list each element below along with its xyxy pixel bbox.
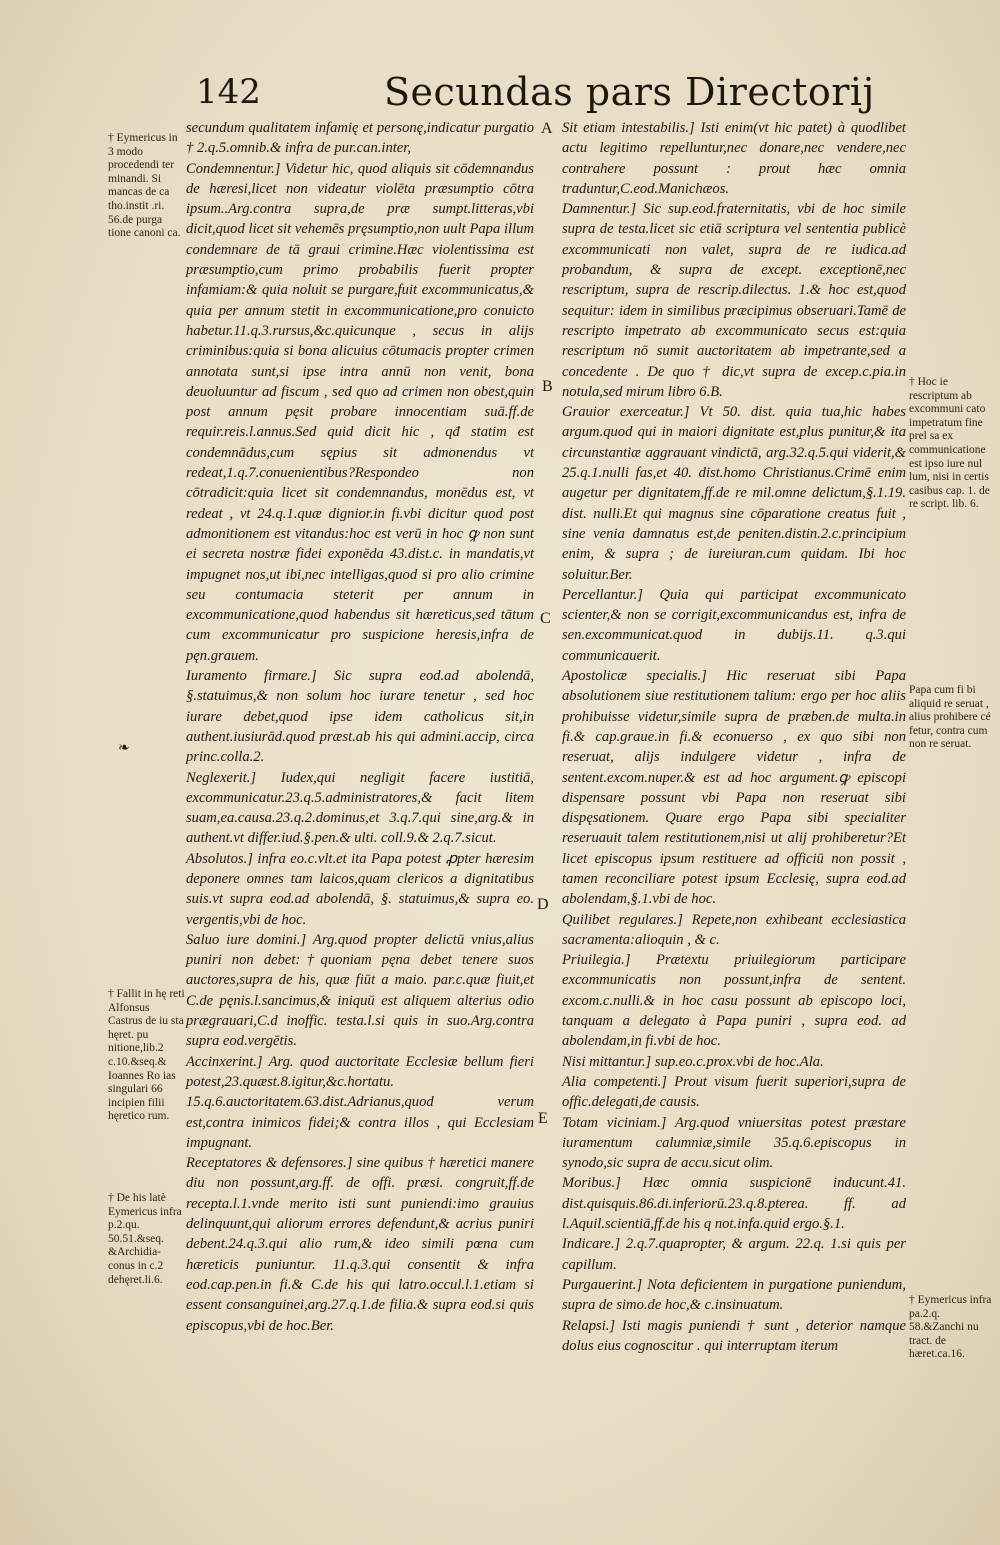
paragraph: Grauior exerceatur.] Vt 50. dist. quia tua,hic habes argum.quod qui in maiori dignitate est,plus punitur,& ita circunstantiæ aggrauant vindictā, arg.32.q.5.qui viderit,& 25.q.1.nulli fas,et 40. dist.homo Christianus.Crimē enim augetur per dignitatem,ff.de re mil.omne delictum,§.1.19. dist. nulli.Et qui magnus sine cōparatione creatus fuit , sine venia damnatus est,de peniten.distin.2.c.principium enim, & supra ; de iureiuran.cum quidam. Ibi hoc soluitur.Ber. [562,404,906,583]
margin-note-left-3: † De his latè Eymericus infra p.2.qu. 50.51.&seq. &Archidia- conus in c.2 dehęret.li.6. [108,1192,182,1286]
paragraph: Purgauerint.] Nota deficientem in purgatione puniendum, supra de simo.de hoc,& c.insinuatum. [562,1276,906,1314]
paragraph: Relapsi.] Isti magis puniendi † sunt , deterior namque dolus eius cognoscitur . qui interruptam iterum [562,1317,906,1354]
paragraph: Condemnentur.] Videtur hic, quod aliquis sit cōdemnandus de hæresi,licet non videatur violēta præsumptio cōtra ipsum..Arg.contra supra,de præ sumpt.litteras,vbi dicit,quod licet sit vehemēs pręsumptio,non uult Papa illum condemnare de tā graui crimine.Hæc violentissima est præsumptio,cum primo probabilis fuerit propter infamiam:& quia noluit se purgare,fuit excommunicatus,& quia per annum stetit in excommunicatione,pro conuicto habetur.11.q.3.rursus,&c.quicunque , secus in alijs criminibus:quia si bona alicuius cōtumacis propter crimen annotata sunt,si ipse intra annū non venit, bona deuoluuntur ad fiscum , sed quo ad crimen non obest,quin post annum pęsit probare innocentiam suā.ff.de requir.reis.l.annus.Sed quid dicit hic , qđ statim est condemnādus,cum sępius sit admonendus vt redeat,1.q.7.conuenientibus?Respondeo non cōtradicit:quia licet sit condemnandus, monēdus est, vt redeat , vt 24.q.1.quæ dignior.in fi.vbi dicitur quod post admonitionem est vitandus:hoc est verū in hoc ꝙ non sunt ei secreta nostræ fidei exponēda 43.dist.c. in mandatis,vt impugnet nos,ut ibi,nec intelligas,quod si pro alio crimine seu contumacia steterit per annum in excommunicatione,quod habendus sit hæreticus,sed tātum cum excommunicatur pro suspicione heresis,infra de pęn.grauem. [186,160,534,664]
left-text-column [186,118,534,1336]
right-text-column [562,118,906,1356]
paragraph: Accinxerint.] Arg. quod auctoritate Ecclesiæ bellum fieri potest,23.quæst.8.igitur,&c.hortatu. 15.q.6.auctoritatem.63.dist.Adrianus,quod verum est,contra inimicos fidei;& contra illos , qui Ecclesiam impugnant. [186,1053,534,1151]
page-header [0,66,1000,126]
section-letter-d: D [537,896,549,913]
margin-note-right-1: † Hoc ie rescriptum ab excommuni cato impetratum fine prel sa ex communicatione est ipso iure nul lum, nisi in certis casibus cap. 1. de re script. lib. 6. [909,376,990,511]
paragraph: secundum qualitatem infamię et personę,indicatur purgatio † 2.q.5.omnib.& infra de pur.can.inter, [186,120,534,157]
running-head: Secundas pars Directorij [384,70,875,114]
margin-note-right-3: † Eymericus infra pa.2.q. 58.&Zanchi nu tract. de hæret.ca.16. [909,1294,992,1361]
paragraph: Totam viciniam.] Arg.quod vniuersitas potest præstare iuramentum calumniæ,simile 35.q.6.episcopus in synodo,sic supra de accu.sicut olim. [562,1114,906,1172]
paragraph: Indicare.] 2.q.7.quapropter, & argum. 22.q. 1.si quis per capillum. [562,1236,906,1273]
paragraph: Alia competenti.] Prout visum fuerit superiori,supra de offic.delegati,de causis. [562,1073,906,1111]
section-letter-e: E [538,1110,548,1127]
section-letter-a: A [541,120,553,137]
paragraph: Quilibet regulares.] Repete,non exhibeant ecclesiastica sacramenta:alioquin , & c. [562,911,906,948]
page-number: 142 [196,72,261,112]
paragraph: Absolutos.] infra eo.c.vlt.et ita Papa potest ꝓpter hæresim deponere omnes tam laicos,quam clericos a dignitatibus suis.vt supra eod.ad abolendā, §. statuimus,& supra eo. vergentis,vbi de hoc. [186,850,534,928]
paragraph: Percellantur.] Quia qui participat excommunicato scienter,& non se corrigit,excommunicandus est, infra de sen.excommunicat.quod in dubijs.11. q.3.qui communicauerit. [562,586,906,664]
fleuron-ornament: ❧ [118,740,130,756]
section-letter-b: B [542,378,553,395]
margin-note-left-1: † Eymericus in 3 modo procedendi ter minandi. Si mancas de ca tho.instit .ri. 56.de purga tione canoni ca. [108,132,181,240]
paragraph: Priuilegia.] Prætextu priuilegiorum participare excommunicatis non possunt,infra de sentent. excom.c.nulli.& in hoc casu possunt ab episcopo loci, tanquam a delegato à Papa puniri , supra eod. ad abolendam,in fi.vbi de hoc. [562,952,906,1050]
section-letter-c: C [540,610,551,627]
paragraph: Receptatores & defensores.] sine quibus † hæretici manere diu non possunt,arg.ff. de offi. præsi. congruit,ff.de recepta.l.1.vnde merito isti sunt puniendi:imo grauius delinquunt,qui aliorum errores defendunt,& acrius puniri debent.24.q.3.qui alio rum,& ideo simili pœna cum hæreticis puniuntur. 11.q.3.qui consentit & infra eod.cap.pen.in fi.& C.de his qui latro.occul.l.1.etiam si essent consanguinei,arg.27.q.1.de filia.& supra eod.si quis episcopus,vbi de hoc.Ber. [186,1155,534,1334]
paragraph: Sit etiam intestabilis.] Isti enim(vt hic patet) à quodlibet actu legitimo repelluntur,nec donare,nec vendere,nec contrahere possunt : prout hæc omnia traduntur,C.eod.Manichæos. [562,120,906,197]
margin-note-right-2: Papa cum fi bi aliquid re seruat , alius prohibere cé fetur, contra cum non re seruat. [909,684,991,751]
paragraph: Damnentur.] Sic sup.eod.fraternitatis, vbi de hoc simile supra de testa.licet sic etiā scriptura vel sententia publicè excommunicati non valet, supra de re iudica.ad probandum, & supra de except. exceptionē,nec rescriptum, supra de rescrip.dilectus. 1.& hoc est,quod sequitur: idem in similibus præcipimus obseruari.Tamē de rescripto impetrato ab excommunicato secus est:quia rescriptum nō sumit auctoritatem ab impetrante,sed a concedente . De quo † dic,vt supra de excep.c.pia.in notula,sed mirum libro 6.B. [562,201,906,400]
paragraph: Neglexerit.] Iudex,qui negligit facere iustitiā, excommunicatur.23.q.5.administratores,& facit litem suam,ea.causa.23.q.2.dominus,et 3.q.7.qui sine,arg.& in authent.vt differ.iud.§.pen.& ulti. coll.9.& 2.q.7.sicut. [186,769,534,847]
margin-note-left-2: † Fallit in hę reti Alfonsus Castrus de iu sta hęret. pu nitione,lib.2 c.10.&seq.& Ioannes Ro ias singulari 66 incipien filii hęretico rum. [108,988,185,1123]
paragraph: Nisi mittantur.] sup.eo.c.prox.vbi de hoc.Ala. [562,1053,824,1070]
paragraph: Moribus.] Hæc omnia suspicionē inducunt.41. dist.quisquis.86.di.inferiorū.23.q.8.pterea. ff. ad l.Aquil.scientiā,ff.de his q not.infa.quid ergo.§.1. [562,1175,906,1233]
paragraph: Iuramento firmare.] Sic supra eod.ad abolendā, §.statuimus,& non solum hoc iurare tenetur , sed hoc iurare debet,quod ipse idem catholicus sit,in authent.iusiurād.quod præst.ab his qui admini.accip, circa princ.colla.2. [186,668,534,766]
paragraph: Saluo iure domini.] Arg.quod propter delictū vnius,alius puniri non debet:†quoniam pęna debet tenere suos auctores,supra de his, quæ fiūt a maio. par.c.quæ fiuit,et C.de pęnis.l.sancimus,& iniquū est aliquem alterius odio prægrauari,C.d inoffic. testa.l.si quis in suo.Arg.contra supra eod.vergētis. [186,931,534,1050]
paragraph: Apostolicæ specialis.] Hic reseruat sibi Papa absolutionem siue restitutionem talium: ergo per hoc aliis prohibuisse videtur,simile supra de præben.de multa.in fi.& cap.graue.in fi.& econuerso , ex quo sibi non reseruat, alijs indulgere videtur , infra de sentent.excom.nuper.& est ad hoc argument.ꝙ episcopi dispensare possunt vbi Papa non reseruat sibi dispęsationem. Quare ergo Papa sibi specialiter reseruauit talem restitutionem,nisi ut alij prohiberetur?Et licet episcopus ipsum restituere ad officiū non possit , tamen reconciliare potest ipsum Ecclesię, supra eod.ad abolendam,§.1.vbi de hoc. [562,668,906,908]
